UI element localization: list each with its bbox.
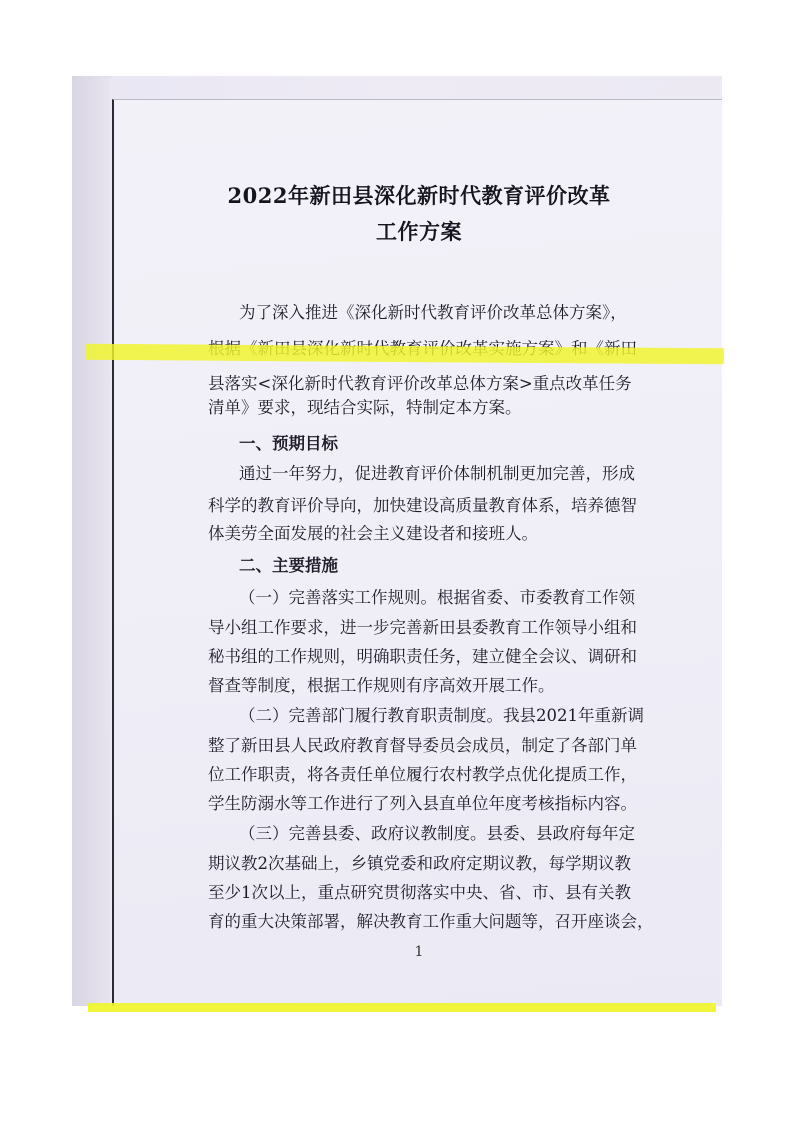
measure-1-line: 督查等制度，根据工作规则有序高效开展工作。 [208,676,555,695]
section-heading-goals: 一、预期目标 [239,434,338,453]
goals-line: 体美劳全面发展的社会主义建设者和接班人。 [208,524,538,543]
goals-line: 通过一年努力，促进教育评价体制机制更加完善，形成 [239,464,635,483]
measure-2-line: 整了新田县人民政府教育督导委员会成员，制定了各部门单 [208,736,637,755]
scan-spine-shadow [72,76,110,1006]
intro-line: 清单》要求，现结合实际，特制定本方案。 [208,398,522,417]
measure-1-line: 导小组工作要求，进一步完善新田县委教育工作领导小组和 [208,618,637,637]
measure-3-line: 期议教2次基础上，乡镇党委和政府定期议教，每学期议教 [208,854,631,873]
intro-line: 县落实<深化新时代教育评价改革总体方案>重点改革任务 [208,374,632,393]
page-number: 1 [414,944,424,960]
document-title-line-1: 2022年新田县深化新时代教育评价改革 [227,183,611,208]
measure-3-line: 至少1次以上，重点研究贯彻落实中央、省、市、县有关教 [208,883,631,902]
goals-line: 科学的教育评价导向，加快建设高质量教育体系，培养德智 [208,496,637,515]
highlighter-stroke-lower [88,1003,716,1012]
measure-2-line: （二）完善部门履行教育职责制度。我县2021年重新调 [239,706,644,725]
measure-2-line: 位工作职责，将各责任单位履行农村教学点优化提质工作， [208,765,637,784]
measure-3-line: 育的重大决策部署，解决教育工作重大问题等，召开座谈会， [208,912,654,931]
measure-1-line: （一）完善落实工作规则。根据省委、市委教育工作领 [239,588,635,607]
document-title-line-2: 工作方案 [376,219,462,244]
intro-line: 为了深入推进《深化新时代教育评价改革总体方案》， [239,303,627,322]
measure-1-line: 秘书组的工作规则，明确职责任务，建立健全会议、调研和 [208,647,637,666]
measure-3-line: （三）完善县委、政府议教制度。县委、县政府每年定 [239,824,635,843]
section-heading-measures: 二、主要措施 [239,556,338,575]
measure-2-line: 学生防溺水等工作进行了列入县直单位年度考核指标内容。 [208,794,637,813]
document-sheet [112,99,722,1006]
scanned-page [72,76,722,1006]
